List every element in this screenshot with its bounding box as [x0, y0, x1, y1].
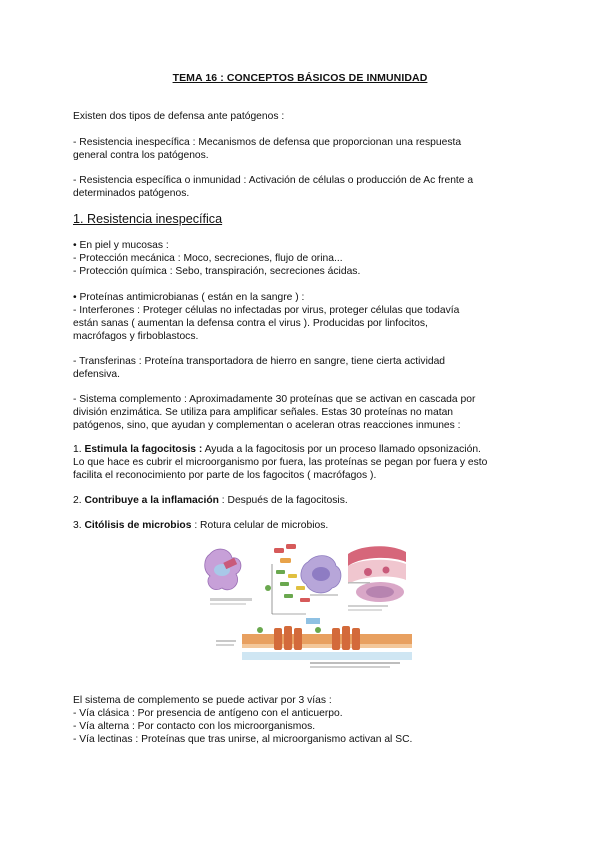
- function-1-line-3: facilita el reconocimiento por parte de los fagocitos ( macrófagos ).: [73, 470, 377, 481]
- interferon-line-3: macrófagos y firboblastocs.: [73, 331, 199, 342]
- function-2-title: Contribuye a la inflamación: [84, 495, 219, 506]
- function-3: [73, 520, 328, 533]
- pathway-classical: - Vía clásica : Por presencia de antígeno con el anticuerpo.: [73, 708, 343, 719]
- definition-nonspecific-line-1: - Resistencia inespecífica : Mecanismos de defensa que proporcionan una respuesta: [73, 137, 462, 148]
- function-1-line-1: [73, 444, 481, 457]
- function-1-number: 1.: [73, 444, 85, 455]
- complement-line-3: patógenos, sino, que ayudan y complementan o aceleran otras reacciones inmunes :: [73, 420, 461, 431]
- transferrin-line-2: defensiva.: [73, 369, 120, 380]
- complement-system-figure: [202, 536, 432, 676]
- function-2: [73, 495, 348, 508]
- pathway-alternative: - Vía alterna : Por contacto con los microorganismos.: [73, 721, 316, 732]
- function-3-title: Citólisis de microbios: [84, 520, 192, 531]
- section-heading: 1. Resistencia inespecífica: [73, 212, 223, 226]
- intro-text: Existen dos tipos de defensa ante patógenos :: [73, 111, 285, 122]
- function-2-text: : Después de la fagocitosis.: [218, 495, 348, 506]
- complement-line-2: división enzimática. Se utiliza para amplificar señales. Estas 30 proteínas no matan: [73, 407, 454, 418]
- function-3-text: : Rotura celular de microbios.: [191, 520, 329, 531]
- interferon-line-1: - Interferones : Proteger células no infectadas por virus, proteger células que todavía: [73, 305, 460, 316]
- function-2-number: 2.: [73, 495, 85, 506]
- skin-mechanical: - Protección mecánica : Moco, secreciones, flujo de orina...: [73, 253, 343, 264]
- phagocyte-illustration: [205, 549, 252, 605]
- definition-specific-line-2: determinados patógenos.: [73, 188, 190, 199]
- function-1-text: Ayuda a la fagocitosis por un proceso llamado opsonización.: [202, 444, 481, 455]
- antimicrobial-heading: • Proteínas antimicrobianas ( están en la sangre ) :: [73, 292, 305, 303]
- function-1-title: Estimula la fagocitosis :: [84, 444, 203, 455]
- interferon-line-2: están sanas ( aumentan la defensa contra el virus ). Producidas por linfocitos,: [73, 318, 428, 329]
- definition-nonspecific-line-2: general contra los patógenos.: [73, 150, 209, 161]
- skin-chemical: - Protección química : Sebo, transpiración, secreciones ácidas.: [73, 266, 361, 277]
- macrophage-illustration: [301, 556, 341, 596]
- complement-line-1: - Sistema complemento : Aproximadamente 30 proteínas que se activan en cascada por: [73, 394, 476, 405]
- transferrin-line-1: - Transferinas : Proteína transportadora de hierro en sangre, tiene cierta actividad: [73, 356, 446, 367]
- pathway-lectin: - Vía lectinas : Proteínas que tras unirse, al microorganismo activan al SC.: [73, 734, 413, 745]
- skin-heading: • En piel y mucosas :: [73, 240, 169, 251]
- definition-specific-line-1: - Resistencia específica o inmunidad : Activación de células o producción de Ac frente a: [73, 175, 474, 186]
- membrane-attack-complex: [216, 618, 412, 668]
- inflamed-tissue-illustration: [348, 546, 406, 611]
- pathways-heading: El sistema de complemento se puede activar por 3 vías :: [73, 695, 332, 706]
- document-title: TEMA 16 : CONCEPTOS BÁSICOS DE INMUNIDAD: [172, 72, 428, 84]
- function-1-line-2: Lo que hace es cubrir el microorganismo por fuera, las proteínas se pegan por fuera y esto: [73, 457, 488, 468]
- function-3-number: 3.: [73, 520, 85, 531]
